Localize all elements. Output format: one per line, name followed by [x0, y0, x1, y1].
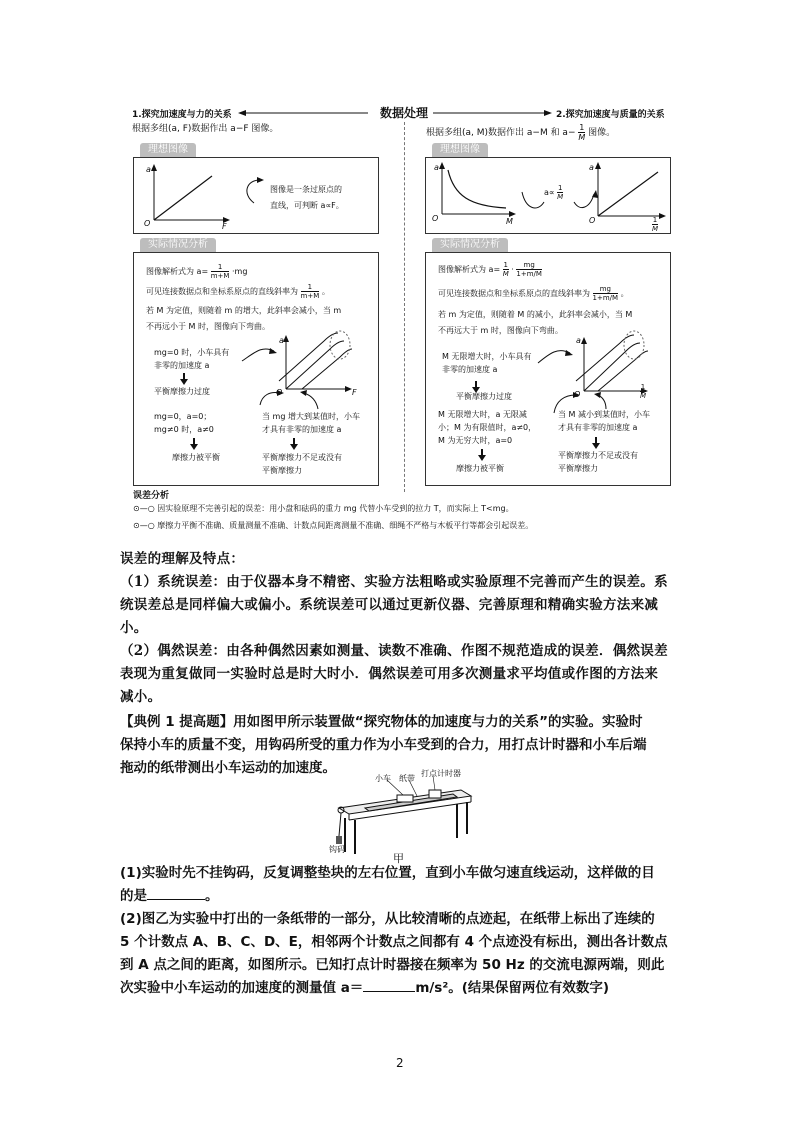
apparatus-figure [325, 768, 475, 863]
left-desc-1a: 可见连接数据点和坐标系原点的直线斜率为 [146, 287, 298, 296]
q2-line2: 5 个计数点 A、B、C、D、E，相邻两个计数点之间都有 4 个点迹没有标出，测出各计数点 [120, 934, 668, 950]
right-formula-frac2-den: 1+m/M [516, 270, 542, 278]
q1-line2-b: 。 [205, 888, 219, 904]
left-ideal-tab: 理想图像 [140, 143, 196, 157]
error-characteristics [120, 548, 740, 709]
q1-line2 [120, 885, 740, 908]
right-actual-o-label: O [574, 390, 581, 399]
right-case3-3: 平衡摩擦力不足或没有 [558, 451, 638, 460]
left-desc-2: 若 M 为定值，则随着 m 的增大，此斜率会减小，当 m [146, 306, 342, 315]
left-ideal-f-label: F [222, 222, 227, 231]
right-desc-den: 1+m/M [592, 294, 619, 302]
label-weight: 钩码 [329, 845, 345, 854]
error-bullet-1-icon: ⊙—○ [133, 504, 155, 513]
left-ideal-note-1: 图像是一条过原点的 [270, 185, 342, 194]
right-desc-2: 若 m 为定值，则随着 M 的减小，此斜率会减小，当 M [438, 310, 633, 319]
left-case3-1: 当 mg 增大到某值时，小车 [262, 412, 360, 421]
q2-line4-b: m/s²。(结果保留两位有效数字) [415, 980, 610, 996]
right-ideal-a1: a [434, 163, 439, 172]
right-case1-3: 平衡摩擦力过度 [456, 392, 512, 401]
left-case3-4: 平衡摩擦力 [262, 466, 302, 475]
right-desc-num: mg [593, 285, 619, 294]
right-desc-3: 不再远大于 m 时，图像向下弯曲。 [438, 326, 563, 335]
left-ideal-note-2: 直线，可判断 a∝F。 [270, 201, 344, 210]
right-intro-a: 根据多组(a, M)数据作出 a−M 和 a− [426, 128, 576, 138]
left-desc-num: 1 [301, 283, 320, 292]
right-actual-a-label: a [576, 336, 581, 345]
divider [404, 122, 405, 492]
ex-line3: 拖动的纸带测出小车运动的加速度。 [120, 760, 336, 776]
left-actual-box [133, 252, 379, 486]
right-case3-1: 当 M 减小到某值时，小车 [558, 410, 650, 419]
q1-line2-a: 的是 [120, 888, 147, 904]
label-tape: 纸带 [399, 774, 415, 783]
right-prop-prefix: a∝ [544, 188, 555, 197]
p2-line3: 减小。 [120, 689, 162, 705]
right-ideal-box [425, 157, 671, 234]
right-desc-1a: 可见连接数据点和坐标系原点的直线斜率为 [438, 289, 590, 298]
q2-line4 [120, 977, 740, 1000]
right-case2-2: 小；M 为有限值时，a≠0， [438, 423, 537, 432]
error-item-2 [133, 520, 533, 531]
right-ideal-a2: a [589, 163, 594, 172]
left-case1-1: mg=0 时，小车具有 [154, 348, 230, 357]
right-prop [544, 184, 563, 201]
left-desc-3: 不再远小于 M 时，图像向下弯曲。 [146, 322, 270, 331]
ex-line1 [120, 711, 740, 734]
left-case1-3: 平衡摩擦力过度 [154, 387, 210, 396]
right-actual-tab: 实际情况分析 [432, 238, 508, 252]
p1-line3: 小。 [120, 620, 148, 636]
header-left: 1.探究加速度与力的关系 [132, 110, 232, 120]
q2-line3: 到 A 点之间的距离，如图所示。已知打点计时器接在频率为 50 Hz 的交流电源两端，则此 [120, 957, 665, 973]
left-ideal-o-label: O [144, 219, 151, 228]
right-case2-1: M 无限增大时，a 无限减 [438, 410, 527, 419]
right-formula-frac2-num: mg [516, 261, 542, 270]
error-item-1-text: 因实验原理不完善引起的误差：用小盘和砝码的重力 mg 代替小车受到的拉力 T，而实际上 T<mg。 [157, 504, 514, 513]
left-ideal-box [133, 157, 379, 234]
ex-tag: 【典例 1 提高题】 [120, 714, 234, 730]
q2-line4-a: 次实验中小车运动的加速度的测量值 a＝ [120, 980, 364, 996]
right-actual-frac [640, 383, 646, 400]
left-actual-o-label: O [276, 388, 283, 397]
left-case2-1: mg=0，a=0； [154, 412, 212, 421]
right-ideal-o2: O [589, 216, 596, 225]
left-intro: 根据多组(a, F)数据作出 a−F 图像。 [132, 124, 279, 134]
q1-answer-blank[interactable] [147, 899, 205, 900]
page-number: 2 [396, 1056, 404, 1070]
error-title: 误差分析 [133, 491, 170, 501]
right-intro-num: 1 [579, 123, 585, 132]
left-case2-2: mg≠0 时，a≠0 [154, 425, 214, 434]
left-case3-2: 才具有非零的加速度 a [262, 425, 342, 434]
right-intro-frac [578, 123, 585, 142]
apparatus-caption: 甲 [393, 852, 404, 865]
left-formula-suffix: ·mg [231, 267, 248, 276]
right-formula: 图像解析式为 a= $\frac{1}{M}$ · $\frac{mg}{1+m/M}$ [438, 261, 542, 278]
left-case1-2: 非零的加速度 a [154, 361, 210, 370]
left-case3-3: 平衡摩擦力不足或没有 [262, 453, 342, 462]
q2-answer-blank[interactable] [363, 991, 415, 992]
right-desc-1b: 。 [620, 289, 629, 298]
right-prop-frac [557, 184, 563, 201]
header-center: 数据处理 [380, 106, 429, 120]
right-actual-frac-num: 1 [640, 383, 646, 391]
error-item-2-text: 摩擦力平衡不准确、质量测量不准确、计数点间距离测量不准确、细绳不严格与木板平行等都会引起误差。 [157, 521, 534, 530]
p2-line2: 表现为重复做同一实验时总是时大时小．偶然误差可用多次测量求平均值或作图的方法来 [120, 666, 659, 682]
right-intro [426, 123, 615, 142]
left-formula-den: m+M [210, 272, 230, 280]
left-ideal-graph [134, 158, 378, 233]
left-desc-den: m+M [300, 292, 320, 300]
right-actual-frac-den: M [640, 392, 647, 400]
right-prop-num: 1 [557, 184, 563, 192]
right-ideal-o1: O [432, 214, 439, 223]
right-case2-4: 摩擦力被平衡 [456, 464, 504, 473]
right-case3-4: 平衡摩擦力 [558, 464, 598, 473]
right-case2-3: M 为无穷大时，a=0 [438, 436, 513, 445]
right-ideal-m1: M [506, 217, 513, 226]
error-bullet-2-icon: ⊙—○ [133, 521, 155, 530]
p1-line1: （1）系统误差：由于仪器本身不精密、实验方法粗略或实验原理不完善而产生的误差。系 [120, 574, 668, 590]
right-formula-frac1-num: 1 [503, 261, 508, 269]
left-case2-3: 摩擦力被平衡 [172, 453, 220, 462]
right-ideal-frac-num: 1 [652, 216, 658, 224]
right-formula-frac1-den: M [502, 270, 509, 278]
left-ideal-a-label: a [146, 165, 151, 174]
right-formula-prefix: 图像解析式为 a= [438, 265, 501, 274]
right-case1-1: M 无限增大时，小车具有 [442, 352, 532, 361]
right-case1-2: 非零的加速度 a [442, 365, 498, 374]
right-actual-box [425, 252, 671, 486]
right-prop-den: M [557, 193, 564, 201]
right-intro-b: 图像。 [588, 128, 616, 138]
heading: 误差的理解及特点： [120, 551, 245, 567]
left-formula-prefix: 图像解析式为 a= [146, 267, 209, 276]
label-car: 小车 [375, 774, 391, 783]
left-actual-f-label: F [352, 388, 357, 397]
questions [120, 862, 740, 1000]
right-ideal-frac-den: M [652, 225, 659, 233]
left-desc-1b: 。 [321, 287, 330, 296]
right-ideal-tab: 理想图像 [432, 143, 488, 157]
right-ideal-frac [652, 216, 658, 233]
right-intro-den: M [578, 133, 586, 142]
p1-line2: 统误差总是同样偏大或偏小。系统误差可以通过更新仪器、完善原理和精确实验方法来减 [120, 597, 659, 613]
right-case3-2: 才具有非零的加速度 a [558, 423, 638, 432]
p2-line1: （2）偶然误差：由各种偶然因素如测量、读数不准确、作图不规范造成的误差．偶然误差 [120, 643, 668, 659]
q2-line1: (2)图乙为实验中打出的一条纸带的一部分，从比较清晰的点迹起，在纸带上标出了连续的 [120, 911, 655, 927]
left-actual-a-label: a [279, 336, 284, 345]
q1-line1: (1)实验时先不挂钩码，反复调整垫块的左右位置，直到小车做匀速直线运动，这样做的目 [120, 865, 655, 881]
left-formula-num: 1 [211, 263, 230, 272]
header-right: 2.探究加速度与质量的关系 [556, 110, 665, 120]
left-actual-tab: 实际情况分析 [140, 238, 216, 252]
ex-line2: 保持小车的质量不变，用钩码所受的重力作为小车受到的合力，用打点计时器和小车后端 [120, 737, 647, 753]
label-timer: 打点计时器 [421, 769, 461, 778]
error-item-1 [133, 503, 514, 514]
ex-line1-text: 用如图甲所示装置做“探究物体的加速度与力的关系”的实验。实验时 [233, 714, 643, 730]
